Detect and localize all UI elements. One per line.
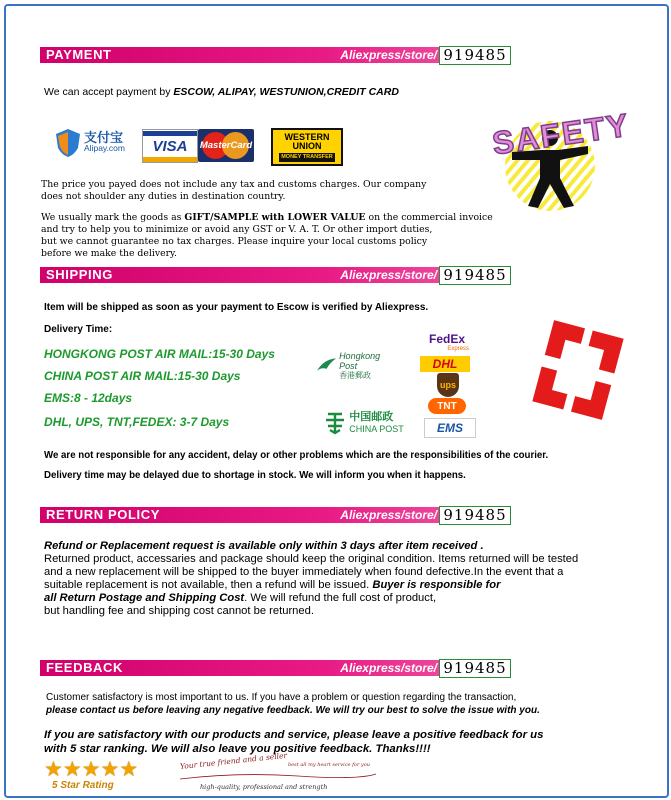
china-post-icon — [324, 411, 346, 435]
hongkong-post-logo: Hongkong Post 香港郵政 — [316, 350, 398, 382]
safety-badge — [482, 100, 642, 215]
star-row — [44, 760, 144, 780]
star-icon: ★ — [100, 758, 120, 781]
feedback-title: FEEDBACK — [46, 660, 124, 675]
star-icon: ★ — [44, 758, 63, 781]
fedex-logo: FedEx Express — [428, 332, 469, 352]
ems-logo: EMS — [424, 418, 476, 438]
delivery-option-hongkong: HONGKONG POST AIR MAIL:15-30 Days — [44, 347, 275, 361]
star-icon: ★ — [62, 758, 82, 781]
tax-notice: The price you payed does not include any tax and customs charges. Our company does not shoulder any duties in destination country. — [41, 179, 427, 202]
delivery-option-ems: EMS:8 - 12days — [44, 391, 133, 405]
payment-title: PAYMENT — [46, 47, 112, 62]
hands-icon — [522, 320, 634, 420]
alipay-shield-icon — [55, 128, 81, 158]
store-label[interactable]: Aliexpress/store/ — [340, 268, 437, 282]
western-union-logo: WESTERN UNION MONEY TRANSFER — [271, 128, 343, 166]
delivery-option-express: DHL, UPS, TNT,FEDEX: 3-7 Days — [44, 415, 230, 429]
store-id[interactable]: 919485 — [439, 46, 511, 65]
return-policy-text: Refund or Replacement request is available only within 3 days after item received . Returned product, accessaries and package should keep the original condition. Items returned will be tested and a new replacement will be shipped to the buyer immediately when found defective.In the event that a suitable replacement is not available, then a refund will be issued. Buyer is responsible for all Return Postage and Shipping Cost. We will refund the full cost of product, but handling fee and shipping cost cannot be returned. — [44, 540, 579, 617]
tnt-logo: TNT — [428, 398, 466, 414]
store-label[interactable]: Aliexpress/store/ — [340, 48, 437, 62]
return-title: RETURN POLICY — [46, 507, 160, 522]
alipay-logo: 支付宝 Alipay.com — [44, 126, 136, 160]
hongkong-post-bird-icon — [316, 355, 337, 377]
return-header-bar — [40, 507, 511, 523]
payment-accept-line: We can accept payment by ESCOW, ALIPAY, WESTUNION,CREDIT CARD — [44, 86, 399, 98]
store-label[interactable]: Aliexpress/store/ — [340, 508, 437, 522]
visa-logo: VISA — [142, 129, 198, 163]
payment-header-bar — [40, 47, 511, 63]
safety-text: SAFETY — [490, 106, 632, 162]
store-id[interactable]: 919485 — [439, 506, 511, 525]
shipping-header-bar — [40, 267, 511, 283]
china-post-logo: 中国邮政 CHINA POST — [318, 408, 410, 438]
shipping-title: SHIPPING — [46, 267, 113, 282]
ups-logo: ups — [437, 373, 459, 397]
star-icon: ★ — [81, 758, 101, 781]
five-star-rating — [44, 760, 144, 792]
delivery-option-chinapost: CHINA POST AIR MAIL:15-30 Days — [44, 369, 241, 383]
store-id[interactable]: 919485 — [439, 659, 511, 678]
feedback-header-bar — [40, 660, 511, 676]
star-rating-label: 5 Star Rating — [52, 780, 114, 791]
star-icon: ★ — [119, 758, 139, 781]
feedback-intro: Customer satisfactory is most important to us. If you have a problem or question regarding the transaction, please contact us before leaving any negative feedback. We will try our best to solve the issue with you. — [46, 692, 540, 716]
courier-disclaimer: We are not responsible for any accident, delay or other problems which are the responsibilities of the courier. — [44, 450, 549, 461]
dhl-logo: DHL — [420, 356, 470, 372]
signature-underline-icon — [178, 760, 378, 796]
mastercard-logo: MasterCard — [198, 129, 254, 162]
shipping-verify-line: Item will be shipped as soon as your payment to Escow is verified by Aliexpress. — [44, 302, 429, 313]
marking-notice: We usually mark the goods as GIFT/SAMPLE with LOWER VALUE on the commercial invoice and try to help you to minimize or avoid any GST or V. A. T. Or other import duties, but we cannot guarantee no tax charges. Please inquire your local customs policy before we make the delivery. — [41, 212, 493, 259]
stock-delay-notice: Delivery time may be delayed due to shortage in stock. We will inform you when it happens. — [44, 470, 466, 481]
feedback-request: If you are satisfactory with our products and service, please leave a positive feedback for us with 5 star ranking. We will also leave you positive feedback. Thanks!!!! — [44, 729, 544, 755]
store-id[interactable]: 919485 — [439, 266, 511, 285]
teamwork-hands-graphic — [522, 320, 634, 420]
delivery-time-label: Delivery Time: — [44, 324, 113, 335]
handwritten-signature: Your true friend and a seller best all my heart service for you high-quality, professional and strength — [178, 760, 378, 796]
store-label[interactable]: Aliexpress/store/ — [340, 661, 437, 675]
